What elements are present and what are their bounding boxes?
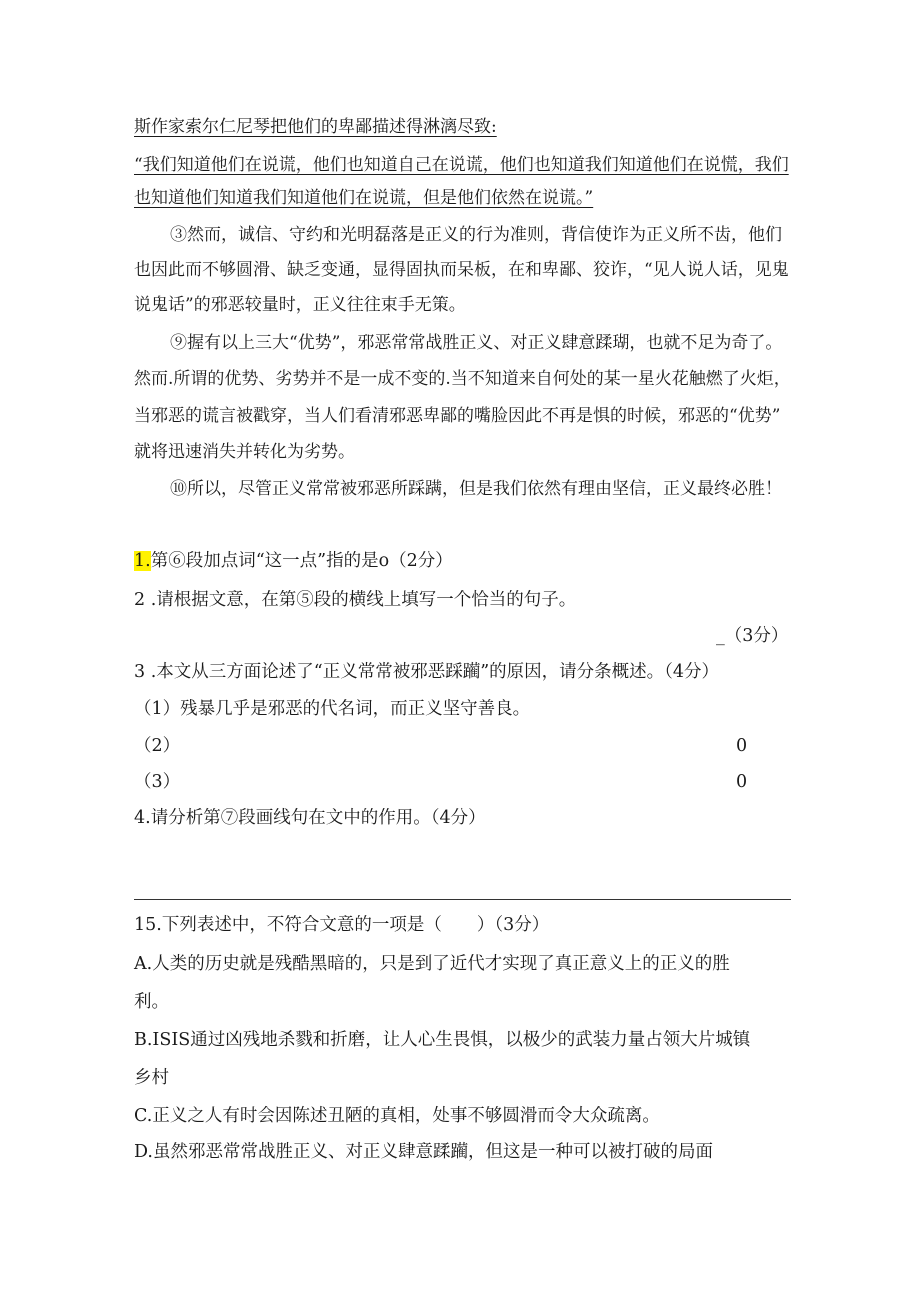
paragraph-9-line: ⑨握有以上三大“优势”，邪恶常常战胜正义、对正义肆意蹂瑚，也就不足为奇了。 <box>170 333 783 353</box>
question-3-item-2-end: 0 <box>736 736 748 756</box>
question-15-option-b-cont: 乡村 <box>134 1068 169 1088</box>
question-15: 15.下列表述中，不符合文意的一项是（ ）（3分） <box>134 915 550 935</box>
question-2-score: _（3分） <box>716 626 789 646</box>
question-15-option-d: D.虽然邪恶常常战胜正义、对正义肆意蹂躏，但这是一种可以被打破的局面 <box>134 1142 713 1162</box>
question-15-option-c: C.正义之人有时会因陈述丑陋的真相，处事不够圆滑而令大众疏离。 <box>134 1106 660 1126</box>
question-3-item-3: （3） <box>134 772 181 792</box>
question-3-item-2: （2） <box>134 736 181 756</box>
question-15-option-a: A.人类的历史就是残酷黑暗的，只是到了近代才实现了真正意义上的正义的胜 <box>134 954 730 974</box>
question-3-item-1: （1）残暴几乎是邪恶的代名词，而正义坚守善良。 <box>134 699 531 719</box>
question-4: 4.请分析第⑦段画线句在文中的作用。（4分） <box>134 808 486 828</box>
answer-divider <box>134 899 791 900</box>
question-1 <box>134 549 453 573</box>
question-3-item-3-end: 0 <box>736 772 748 792</box>
quote-line: “我们知道他们在说谎，他们也知道自己在说谎，他们也知道我们知道他们在说慌，我们 <box>134 155 789 175</box>
question-15-option-b: B.ISIS通过凶残地杀戮和折磨，让人心生畏惧，以极少的武装力量占领大片城镇 <box>134 1030 751 1050</box>
paragraph-9-line: 然而.所谓的优势、劣势并不是一成不变的.当不知道来自何处的某一星火花触燃了火炬， <box>134 369 791 389</box>
question-3: 3 .本文从三方面论述了“正义常常被邪恶踩躏”的原因，请分条概述。（4分） <box>134 662 720 682</box>
paragraph-10: ⑩所以，尽管正义常常被邪恶所踩蹒，但是我们依然有理由坚信，正义最终必胜！ <box>170 479 782 499</box>
paragraph-9-line: 当邪恶的谎言被戳穿，当人们看清邪恶卑鄙的嘴脸因此不再是惧的时候，邪恶的“优势” <box>134 406 781 426</box>
paragraph-9-line: 就将迅速消失并转化为劣势。 <box>134 442 355 462</box>
question-15-option-a-cont: 利。 <box>134 992 169 1012</box>
paragraph-8-line: 说鬼话”的邪恶较量时，正义往往束手无策。 <box>134 295 466 315</box>
question-2: 2 .请根据文意，在第⑤段的横线上填写一个恰当的句子。 <box>134 590 577 610</box>
quote-line: 也知道他们知道我们知道他们在说谎，但是他们依然在说谎。” <box>134 188 594 208</box>
question-1-text: 第⑥段加点词“这一点”指的是o（2分） <box>150 551 453 571</box>
paragraph-8-line: 也因此而不够圆滑、缺乏变通，显得固执而呆板，在和卑鄙、狡诈，“见人说人话，见鬼 <box>134 260 789 280</box>
question-1-number-highlight: 1. <box>134 551 151 571</box>
paragraph-8-line: ③然而，诚信、守约和光明磊落是正义的行为准则，背信使诈为正义所不齿，他们 <box>170 225 782 245</box>
quote-intro-line: 斯作家索尔仁尼琴把他们的卑鄙描述得淋漓尽致: <box>134 117 497 137</box>
